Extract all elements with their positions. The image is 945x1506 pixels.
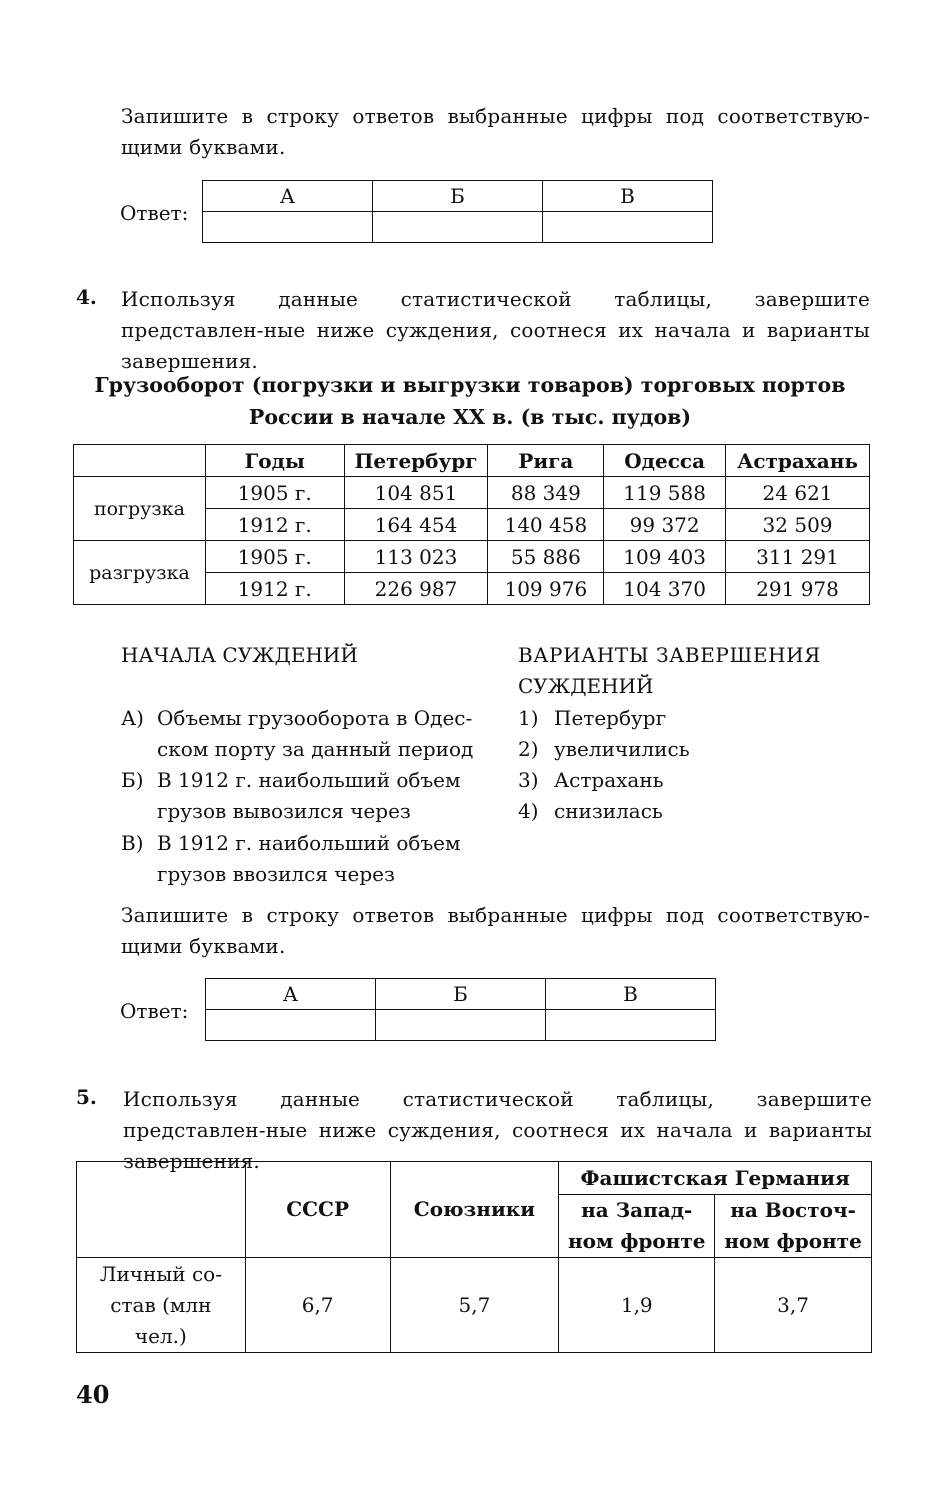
table-header-years: Годы: [205, 445, 344, 477]
table-header-odessa: Одесса: [604, 445, 726, 477]
forces-row-label-line2: став (млн: [110, 1292, 212, 1317]
cell-value: 311 291: [726, 541, 870, 573]
endings-heading-line2: СУЖДЕНИЙ: [518, 674, 654, 698]
ending-2-marker: 2): [518, 737, 539, 761]
answer-table-top: [202, 180, 713, 243]
ending-4-text: снизилась: [554, 799, 663, 823]
endings-list: [518, 703, 878, 827]
forces-row-label: [77, 1258, 246, 1353]
answer-letter-v: В: [543, 181, 713, 212]
beginning-a-line2: ском порту за данный период: [157, 737, 474, 761]
forces-header-germany: Фашистская Германия: [559, 1162, 872, 1195]
task-5-number: 5.: [76, 1085, 97, 1109]
table-header-row: [74, 445, 870, 477]
forces-header-west: [559, 1195, 715, 1258]
forces-value-ussr: 6,7: [245, 1258, 390, 1353]
cell-value: 109 976: [488, 573, 604, 605]
forces-header-east-line1: на Восточ-: [730, 1198, 856, 1222]
beginning-v-marker: В): [121, 831, 144, 855]
table-header-petersburg: Петербург: [344, 445, 488, 477]
cell-value: 226 987: [344, 573, 488, 605]
page-number: 40: [76, 1380, 110, 1409]
answer-cell-v[interactable]: [546, 1010, 716, 1041]
table-title-line-1: Грузооборот (погрузки и выгрузки товаров) торговых портов: [94, 373, 846, 397]
table-row: [74, 477, 870, 509]
cell-year: 1905 г.: [205, 541, 344, 573]
forces-header-row-1: [77, 1162, 872, 1195]
beginning-v-line2: грузов ввозился через: [157, 862, 395, 886]
instruction-text-top-content: Запишите в строку ответов выбранные цифры под соответствую-щими буквами.: [121, 104, 870, 159]
table-header-riga: Рига: [488, 445, 604, 477]
cell-value: 99 372: [604, 509, 726, 541]
ending-4-marker: 4): [518, 799, 539, 823]
answer-cell-a[interactable]: [203, 212, 373, 243]
forces-header-ussr: СССР: [245, 1162, 390, 1258]
table-title-line-2: России в начале XX в. (в тыс. пудов): [248, 405, 692, 429]
forces-row-label-line1: Личный со-: [99, 1261, 222, 1286]
answer-letter-b: Б: [376, 979, 546, 1010]
endings-heading-line1: ВАРИАНТЫ ЗАВЕРШЕНИЯ: [518, 643, 821, 667]
forces-header-east: [715, 1195, 872, 1258]
forces-header-west-line2: ном фронте: [568, 1229, 706, 1253]
ending-3: [518, 765, 878, 796]
task-4-text: Используя данные статистической таблицы, завершите представлен-ные ниже суждения, соотнеся их начала и варианты завершения.: [121, 287, 870, 373]
ending-4: [518, 796, 878, 827]
forces-header-west-line1: на Запад-: [581, 1198, 693, 1222]
beginning-v: [121, 828, 501, 890]
beginning-b: [121, 765, 501, 827]
cell-value: 55 886: [488, 541, 604, 573]
forces-value-allies: 5,7: [390, 1258, 559, 1353]
answer-label-top: Ответ:: [120, 201, 189, 225]
row-group-loading: погрузка: [74, 477, 206, 541]
cell-year: 1912 г.: [205, 509, 344, 541]
forces-header-east-line2: ном фронте: [724, 1229, 862, 1253]
task-4-instruction: Запишите в строку ответов выбранные цифры под соответствую-щими буквами.: [121, 903, 870, 958]
answer-letter-a: А: [206, 979, 376, 1010]
beginning-v-line1: В 1912 г. наибольший объем: [157, 831, 461, 855]
table-title: [60, 369, 880, 433]
ending-3-text: Астрахань: [554, 768, 664, 792]
cell-value: 88 349: [488, 477, 604, 509]
cell-year: 1912 г.: [205, 573, 344, 605]
row-group-unloading: разгрузка: [74, 541, 206, 605]
ending-3-marker: 3): [518, 768, 539, 792]
cell-value: 291 978: [726, 573, 870, 605]
cell-value: 119 588: [604, 477, 726, 509]
beginning-b-marker: Б): [121, 768, 144, 792]
cell-value: 113 023: [344, 541, 488, 573]
ending-2-text: увеличились: [554, 737, 690, 761]
beginning-a: [121, 703, 501, 765]
table-header-astrakhan: Астрахань: [726, 445, 870, 477]
cell-value: 104 851: [344, 477, 488, 509]
ending-1-marker: 1): [518, 706, 539, 730]
task-4-number: 4.: [76, 285, 97, 309]
beginnings-heading: НАЧАЛА СУЖДЕНИЙ: [121, 643, 358, 667]
task-5-text: Используя данные статистической таблицы, завершите представлен-ные ниже суждения, соотнеся их начала и варианты завершения.: [123, 1087, 872, 1173]
answer-cell-v[interactable]: [543, 212, 713, 243]
answer-table-task-4: [205, 978, 716, 1041]
forces-value-east: 3,7: [715, 1258, 872, 1353]
cell-value: 140 458: [488, 509, 604, 541]
answer-letter-a: А: [203, 181, 373, 212]
answer-cell-a[interactable]: [206, 1010, 376, 1041]
table-row: [74, 541, 870, 573]
instruction-text-top: [121, 101, 870, 163]
answer-letter-v: В: [546, 979, 716, 1010]
answer-letter-b: Б: [373, 181, 543, 212]
answer-label-task-4: Ответ:: [120, 999, 189, 1023]
forces-table: [76, 1161, 872, 1353]
answer-cell-b[interactable]: [376, 1010, 546, 1041]
table-header-empty: [74, 445, 206, 477]
endings-heading: [518, 640, 878, 702]
forces-header-allies: Союзники: [390, 1162, 559, 1258]
cell-value: 104 370: [604, 573, 726, 605]
beginning-a-line1: Объемы грузооборота в Одес-: [157, 706, 473, 730]
beginning-b-line1: В 1912 г. наибольший объем: [157, 768, 461, 792]
forces-row-label-line3: чел.): [134, 1323, 187, 1348]
ending-1-text: Петербург: [554, 706, 667, 730]
beginning-a-marker: А): [121, 706, 144, 730]
cargo-table: [73, 444, 870, 605]
cell-value: 24 621: [726, 477, 870, 509]
ending-2: [518, 734, 878, 765]
cell-value: 109 403: [604, 541, 726, 573]
forces-value-west: 1,9: [559, 1258, 715, 1353]
cell-value: 32 509: [726, 509, 870, 541]
ending-1: [518, 703, 878, 734]
forces-row-personnel: [77, 1258, 872, 1353]
forces-header-empty: [77, 1162, 246, 1258]
answer-cell-b[interactable]: [373, 212, 543, 243]
cell-value: 164 454: [344, 509, 488, 541]
cell-year: 1905 г.: [205, 477, 344, 509]
beginning-b-line2: грузов вывозился через: [157, 799, 411, 823]
